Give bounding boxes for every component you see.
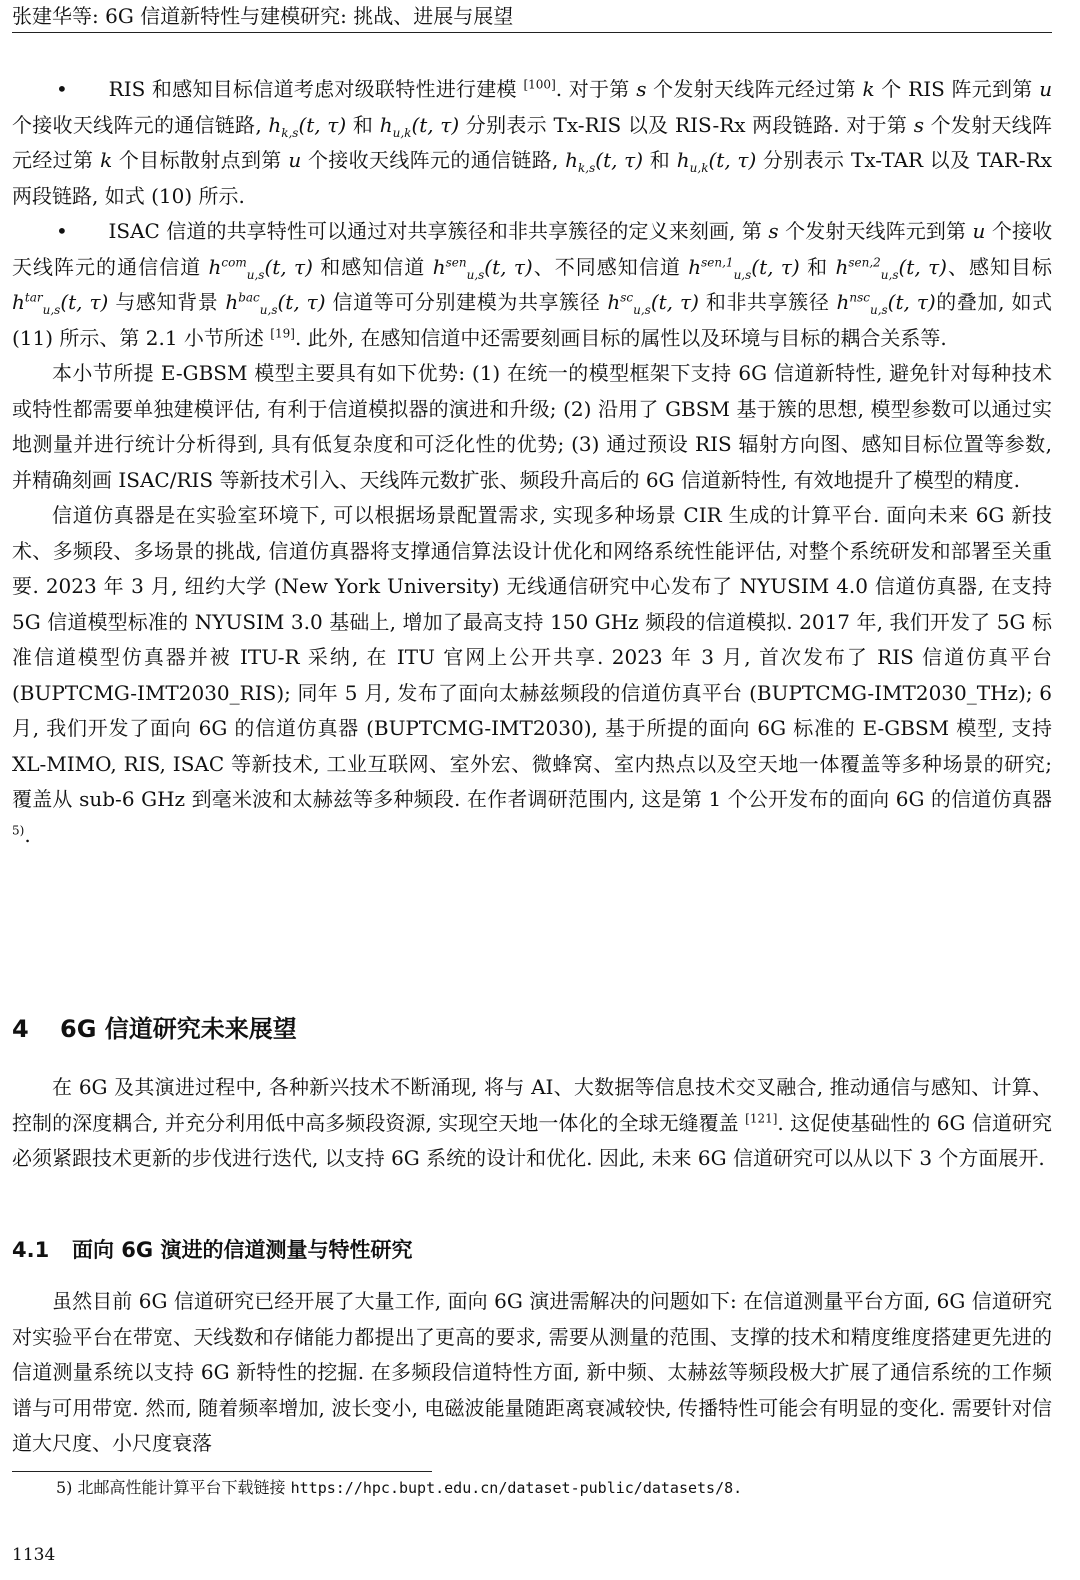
paragraph-advantages: 本小节所提 E-GBSM 模型主要具有如下优势: (1) 在统一的模型框架下支持 6G 信道新特性, 避免针对每种技术或特性都需要单独建模评估, 有利于信道模拟器的演进和升级; (2) 沿用了 GBSM 基于簇的思想, 模型参数可以通过实地测量并进行统计分析得到, 具有低复杂度和可泛化性的优势; (3) 通过预设 RIS 辐射方向图、感知目标位置等参数, 并精确刻画 ISAC/RIS 等新技术引入、天线阵元数扩张、频段升高后的 6G 信道新特性, 有效地提升了模型的精度. — [12, 361, 1052, 492]
section-heading: 4 6G 信道研究未来展望 — [12, 1015, 297, 1043]
footnote: 5) 北邮高性能计算平台下载链接 https://hpc.bupt.edu.cn/dataset-public/datasets/8. — [56, 1478, 743, 1497]
citation[interactable]: [100] — [523, 77, 556, 92]
subsection-heading: 4.1 面向 6G 演进的信道测量与特性研究 — [12, 1238, 413, 1262]
math-h-uk: $h_{u,k}(t$, τ) — [379, 112, 460, 140]
section-4-text — [12, 1070, 1052, 1177]
footnote-link[interactable]: https://hpc.bupt.edu.cn/dataset-public/datasets/8. — [290, 1479, 743, 1497]
citation[interactable]: [19] — [270, 325, 295, 340]
math-h-ks: $h_{k,s}(t$, τ) — [268, 112, 347, 140]
paragraph-simulator: 信道仿真器是在实验室环境下, 可以根据场景配置需求, 实现多种场景 CIR 生成的计算平台. 面向未来 6G 新技术、多频段、多场景的挑战, 信道仿真器将支撑通信算法设计优化和网络系统性能评估, 对整个系统研发和部署至关重要. 2023 年 3 月, 纽约大学 (New York University) 无线通信研究中心发布了 NYUSIM 4.0 信道仿真器, 在支持 5G 信道模型标准的 NYUSIM 3.0 基础上, 增加了最高支持 150 GHz 频段的信道模拟. 2017 年, 我们开发了 5G 标准信道模型仿真器并被 ITU-R 采纳, 在 ITU 官网上公开共享. 2023 年 3 月, 首次发布了 RIS 信道仿真平台 (BUPTCMG-IMT2030_RIS); 同年 5 月, 发布了面向太赫兹频段的信道仿真平台 (BUPTCMG-IMT2030_THz); 6 月, 我们开发了面向 6G 的信道仿真器 (BUPTCMG-IMT2030), 基于所提的面向 6G 标准的 E-GBSM 模型, 支持 XL-MIMO, RIS, ISAC 等新技术, 工业互联网、室外宏、微蜂窝、室内热点以及空天地一体覆盖等多种场景的研究; 覆盖从 sub-6 GHz 到毫米波和太赫兹等多种频段. 在作者调研范围内, 这是第 1 个公开发布的面向 6G 的信道仿真器$^{5)}$. — [12, 503, 1052, 847]
section-4-1-text — [12, 1284, 1052, 1462]
page-number: 1134 — [12, 1545, 56, 1565]
footnote-rule — [12, 1471, 432, 1472]
footnote-mark[interactable]: 5) — [12, 822, 25, 837]
paragraph-measurement: 虽然目前 6G 信道研究已经开展了大量工作, 面向 6G 演进需解决的问题如下: 在信道测量平台方面, 6G 信道研究对实验平台在带宽、天线数和存储能力都提出了更高的要求, 需要从测量的范围、支撑的技术和精度维度搭建更先进的信道测量系统以支持 6G 新特性的挖掘. 在多频段信道特性方面, 新中频、太赫兹等频段极大扩展了通信系统的工作频谱与可用带宽. 然而, 随着频率增加, 波长变小, 电磁波能量随距离衰减较快, 传播特性可能会有明显的变化. 需要针对信道大尺度、小尺度衰落 — [12, 1289, 1052, 1455]
citation[interactable]: [121] — [745, 1110, 778, 1125]
running-head: 张建华等: 6G 信道新特性与建模研究: 挑战、进展与展望 — [12, 2, 1052, 33]
body-text — [12, 72, 1052, 853]
bullet-isac-shared: • ISAC 信道的共享特性可以通过对共享簇径和非共享簇径的定义来刻画, 第 s 个发射天线阵元到第 u 个接收天线阵元的通信信道 $h^{com}_{u,s}(t$, τ) 和感知信道 $h^{sen}_{u,s}(t$, τ)、不同感知信道 $h^{sen,1}_{u,s}(t$, τ) 和 $h^{sen,2}_{u,s}(t$, τ)、感知目标 $h^{tar}_{u,s}(t$, τ) 与感知背景 $h^{bac}_{u,s}(t$, τ) 信道等可分别建模为共享簇径 $h^{sc}_{u,s}(t$, τ) 和非共享簇径 $h^{nsc}_{u,s}(t$, τ)的叠加, 如式 (11) 所示、第 2.1 小节所述 [19]. 此外, 在感知信道中还需要刻画目标的属性以及环境与目标的耦合关系等. — [12, 214, 1052, 356]
paragraph-outlook: 在 6G 及其演进过程中, 各种新兴技术不断涌现, 将与 AI、大数据等信息技术交叉融合, 推动通信与感知、计算、控制的深度耦合, 并充分利用低中高多频段资源, 实现空天地一体化的全球无缝覆盖 [121]. 这促使基础性的 6G 信道研究必须紧跟技术更新的步伐进行迭代, 以支持 6G 系统的设计和优化. 因此, 未来 6G 信道研究可以从以下 3 个方面展开. — [12, 1075, 1053, 1170]
bullet-ris-cascade: • RIS 和感知目标信道考虑对级联特性进行建模 [100]. 对于第 s 个发射天线阵元经过第 k 个 RIS 阵元到第 u 个接收天线阵元的通信链路, $h_{k,s}(t$, τ) 和 $h_{u,k}(t$, τ) 分别表示 Tx-RIS 以及 RIS-Rx 两段链路. 对于第 s 个发射天线阵元经过第 k 个目标散射点到第 u 个接收天线阵元的通信链路, $h_{k,s}(t$, τ) 和 $h_{u,k}(t$, τ) 分别表示 Tx-TAR 以及 TAR-Rx 两段链路, 如式 (10) 所示. — [12, 72, 1052, 214]
